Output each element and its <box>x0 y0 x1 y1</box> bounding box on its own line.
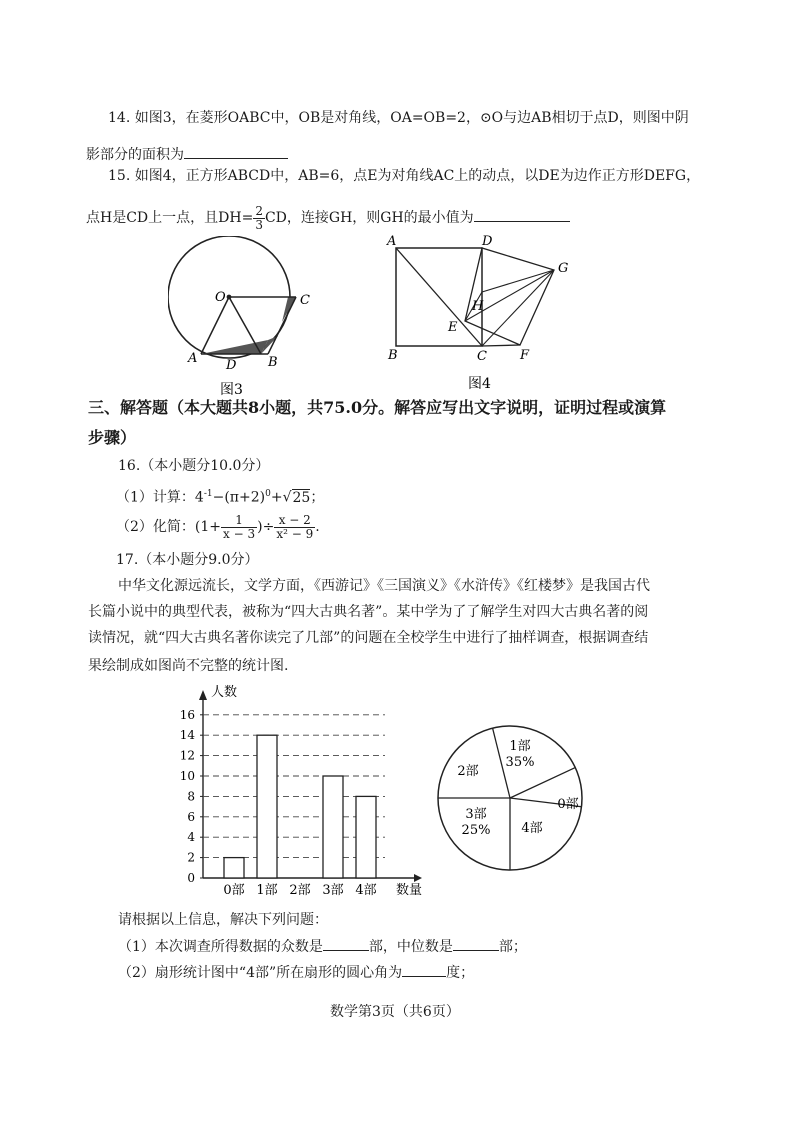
q16-frac1 <box>221 514 257 541</box>
q15-answer-blank <box>474 207 570 222</box>
fig4-label-H: H <box>472 299 484 314</box>
fig4-label-B: B <box>388 348 398 363</box>
x-axis-label: 数量 <box>396 883 423 898</box>
fig3-label-D: D <box>226 358 237 373</box>
q17-para-line1: 中华文化源远流长，文学方面，《西游记》《三国演义》《水浒传》《红楼梦》是我国古代 <box>118 578 650 594</box>
x-tick-label: 1部 <box>256 883 278 898</box>
fig4-label-A: A <box>387 234 397 249</box>
x-axis-arrow <box>414 874 422 882</box>
bar-4部 <box>356 796 376 878</box>
q16-part2 <box>116 512 320 542</box>
q17-sub1 <box>118 936 527 957</box>
x-tick-label: 0部 <box>223 883 245 898</box>
bar-3部 <box>323 776 343 878</box>
pie-percent-1部: 35% <box>505 755 535 770</box>
q17-header: 17.（本小题分9.0分） <box>116 552 259 568</box>
q15-frac-den: 3 <box>255 217 263 232</box>
q17-sub2-a: （2）扇形统计图中“4部”所在扇形的圆心角为 <box>118 965 403 981</box>
q16-p2-a: （2）化简：(1+ <box>116 519 222 535</box>
q16-p2-c: . <box>315 519 320 535</box>
q17-prompt: 请根据以上信息，解决下列问题： <box>118 912 328 928</box>
q16-frac2 <box>274 514 315 541</box>
y-tick-label: 12 <box>179 748 195 763</box>
fig3-label-B: B <box>268 355 278 370</box>
fig3-label-C: C <box>300 293 310 308</box>
fig4-label-C: C <box>477 349 487 364</box>
q16-frac2-den: x² − 9 <box>276 526 314 541</box>
pie-label-1部: 1部 <box>509 739 531 754</box>
fig4-caption: 图4 <box>468 376 491 392</box>
median-answer-blank <box>453 936 499 951</box>
q16-p1-d: ； <box>310 489 325 506</box>
q17-para-line3: 读情况，就“四大古典名著你读完了几部”的问题在全校学生中进行了抽样调查，根据调查结 <box>88 630 649 646</box>
x-tick-label: 4部 <box>355 883 377 898</box>
fig4-label-F: F <box>520 348 530 363</box>
figure-3 <box>168 236 318 398</box>
q15-line2 <box>86 204 570 232</box>
pie-label-2部: 2部 <box>457 764 479 779</box>
pie-slice-boundary <box>510 768 575 798</box>
fig4-label-D: D <box>482 234 493 249</box>
figure-4 <box>382 230 582 398</box>
q17-sub2 <box>118 962 474 983</box>
fig3-label-A: A <box>188 351 198 366</box>
y-tick-label: 10 <box>179 769 195 783</box>
y-tick-label: 8 <box>187 789 195 804</box>
section3-title-line2: 步骤） <box>88 428 137 447</box>
q14-line2 <box>86 144 288 165</box>
q17-para-line4: 果绘制成如图尚不完整的统计图. <box>88 658 289 674</box>
q15-fraction <box>253 205 265 232</box>
q16-p1-b: −(π+2) <box>212 489 266 506</box>
q16-p1-radicand: 25 <box>292 489 311 506</box>
y-axis-label: 人数 <box>211 685 238 700</box>
q14-line2-text: 影部分的面积为 <box>86 147 184 163</box>
q15-line2-b: CD，连接GH，则GH的最小值为 <box>264 210 474 226</box>
q14-answer-blank <box>184 144 288 159</box>
q17-sub2-b: 度； <box>446 965 475 981</box>
q15-line2-a: 点H是CD上一点，且DH= <box>86 210 254 226</box>
pie-label-3部: 3部 <box>465 807 487 822</box>
x-tick-label: 3部 <box>322 883 344 898</box>
pie-chart <box>430 720 590 880</box>
pie-label-4部: 4部 <box>521 821 543 836</box>
fig4-label-G: G <box>558 261 569 276</box>
q16-part1 <box>116 484 324 508</box>
y-tick-label: 0 <box>187 871 195 885</box>
q17-sub1-c: 部； <box>498 939 527 955</box>
bar-chart <box>150 680 440 902</box>
q17-sub1-a: （1）本次调查所得数据的众数是 <box>118 939 323 955</box>
fig3-label-O: O <box>215 290 226 305</box>
y-tick-label: 6 <box>187 809 195 824</box>
q15-frac-num: 2 <box>255 203 263 218</box>
fig4-square-defg <box>465 248 554 345</box>
x-tick-label: 2部 <box>289 883 311 898</box>
q16-frac2-num: x − 2 <box>274 514 315 528</box>
q16-p2-b: )÷ <box>257 519 275 535</box>
q16-header: 16.（本小题分10.0分） <box>118 458 270 474</box>
bar-0部 <box>224 858 244 878</box>
angle-answer-blank <box>402 962 446 977</box>
fig3-caption: 图3 <box>220 382 243 398</box>
page-footer: 数学第3页（共6页） <box>330 1004 460 1020</box>
q14-line1: 14. 如图3，在菱形OABC中，OB是对角线，OA=OB=2，⊙O与边AB相切于点D，则图中阴 <box>108 110 689 126</box>
section3-title-line1: 三、解答题（本大题共8小题，共75.0分。解答应写出文字说明，证明过程或演算 <box>88 398 667 417</box>
pie-percent-3部: 25% <box>461 823 491 838</box>
q16-p1-a: （1）计算：4 <box>116 489 204 506</box>
mode-answer-blank <box>323 936 369 951</box>
fig3-shade-left <box>201 340 268 354</box>
q17-para-line2: 长篇小说中的典型代表，被称为“四大古典名著”。某中学为了了解学生对四大古典名著的阅 <box>88 604 649 620</box>
y-tick-label: 4 <box>187 830 195 845</box>
q15-line1: 15. 如图4，正方形ABCD中，AB=6，点E为对角线AC上的动点，以DE为边作正方形DEFG， <box>108 168 701 184</box>
y-tick-label: 16 <box>179 707 195 722</box>
y-axis-arrow <box>199 690 207 700</box>
y-tick-label: 2 <box>187 850 195 865</box>
y-tick-label: 14 <box>179 728 195 743</box>
q16-p1-exp1: -1 <box>203 489 213 499</box>
q16-frac1-den: x − 3 <box>223 526 256 541</box>
q17-sub1-b: 部，中位数是 <box>368 939 453 955</box>
q16-p1-exp2: 0 <box>265 489 271 499</box>
pie-label-0部: 0部 <box>557 797 579 812</box>
q16-frac1-num: 1 <box>221 514 257 528</box>
q16-p1-c: +√ <box>270 489 292 506</box>
bar-1部 <box>257 735 277 878</box>
fig4-label-E: E <box>448 320 458 335</box>
